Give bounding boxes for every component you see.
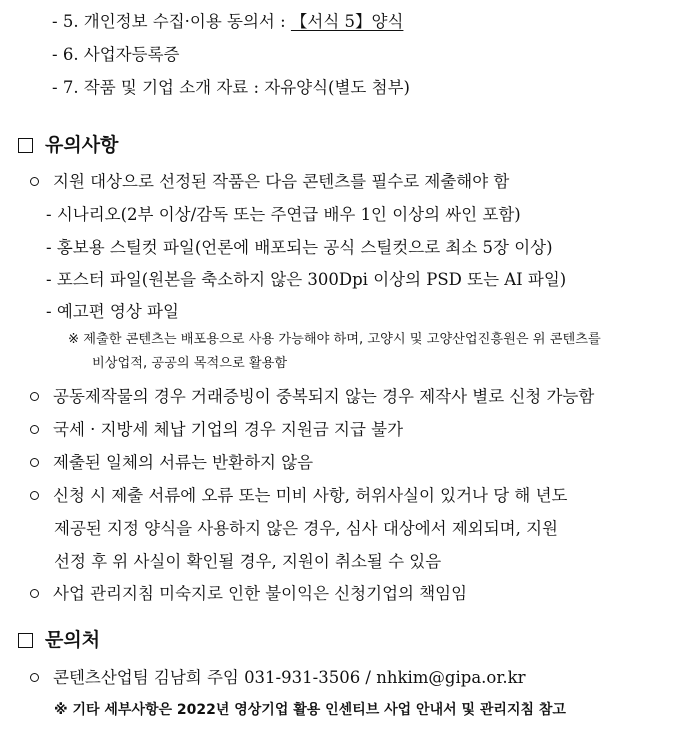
note-remark-line-1: ※ 제출한 콘텐츠는 배포용으로 사용 가능해야 하며, 고양시 및 고양산업진흥원은 위 콘텐츠를	[68, 332, 601, 347]
contact-title: 문의처	[45, 629, 101, 651]
note-point-4	[30, 451, 313, 475]
bullet-circle-icon	[30, 425, 39, 434]
bullet-circle-icon	[30, 392, 39, 401]
note-point-3-text: 국세 · 지방세 체납 기업의 경우 지원금 지급 불가	[53, 420, 404, 439]
note-remark-line-2: 비상업적, 공공의 목적으로 활용함	[92, 356, 288, 371]
note-point-4-text: 제출된 일체의 서류는 반환하지 않음	[53, 453, 314, 472]
note-sub-3: - 포스터 파일(원본을 축소하지 않은 300Dpi 이상의 PSD 또는 AI 파일)	[46, 270, 567, 289]
note-point-2-text: 공동제작물의 경우 거래증빙이 중복되지 않는 경우 제작사 별로 신청 가능함	[53, 387, 595, 406]
bullet-circle-icon	[30, 589, 39, 598]
note-point-6-text: 사업 관리지침 미숙지로 인한 불이익은 신청기업의 책임임	[53, 584, 468, 603]
note-point-5-line-2: 제공된 지정 양식을 사용하지 않은 경우, 심사 대상에서 제외되며, 지원	[54, 519, 558, 538]
bullet-circle-icon	[30, 458, 39, 467]
note-sub-4: - 예고편 영상 파일	[46, 302, 179, 321]
note-point-3	[30, 418, 403, 442]
note-point-5-line-3: 선정 후 위 사실이 확인될 경우, 지원이 취소될 수 있음	[54, 552, 442, 571]
bullet-circle-icon	[30, 491, 39, 500]
form-5-link[interactable]: 【서식 5】양식	[290, 12, 404, 31]
note-point-5	[30, 484, 567, 508]
doc-item-6: - 6. 사업자등록증	[52, 45, 180, 64]
note-sub-1: - 시나리오(2부 이상/감독 또는 주연급 배우 1인 이상의 싸인 포함)	[46, 205, 521, 224]
note-point-1	[30, 170, 509, 194]
contact-info	[30, 666, 526, 690]
note-point-5-line-1: 신청 시 제출 서류에 오류 또는 미비 사항, 허위사실이 있거나 당 해 년도	[53, 486, 568, 505]
note-point-2	[30, 385, 594, 409]
checkbox-square-icon	[18, 138, 33, 153]
doc-item-5	[52, 10, 403, 34]
contact-info-text: 콘텐츠산업팀 김남희 주임 031-931-3506 / nhkim@gipa.or.kr	[53, 668, 526, 687]
note-point-1-text: 지원 대상으로 선정된 작품은 다음 콘텐츠를 필수로 제출해야 함	[53, 172, 510, 191]
contact-heading	[18, 628, 100, 652]
doc-item-7: - 7. 작품 및 기업 소개 자료 : 자유양식(별도 첨부)	[52, 78, 410, 97]
bullet-circle-icon	[30, 673, 39, 682]
bullet-circle-icon	[30, 177, 39, 186]
note-point-6	[30, 582, 467, 606]
doc-item-5-text: - 5. 개인정보 수집·이용 동의서 :	[52, 12, 291, 31]
notes-title: 유의사항	[45, 134, 119, 156]
notes-heading	[18, 133, 118, 157]
checkbox-square-icon	[18, 633, 33, 648]
note-sub-2: - 홍보용 스틸컷 파일(언론에 배포되는 공식 스틸컷으로 최소 5장 이상)	[46, 238, 553, 257]
contact-footnote: ※ 기타 세부사항은 2022년 영상기업 활용 인센티브 사업 안내서 및 관리지침 참고	[54, 702, 566, 718]
